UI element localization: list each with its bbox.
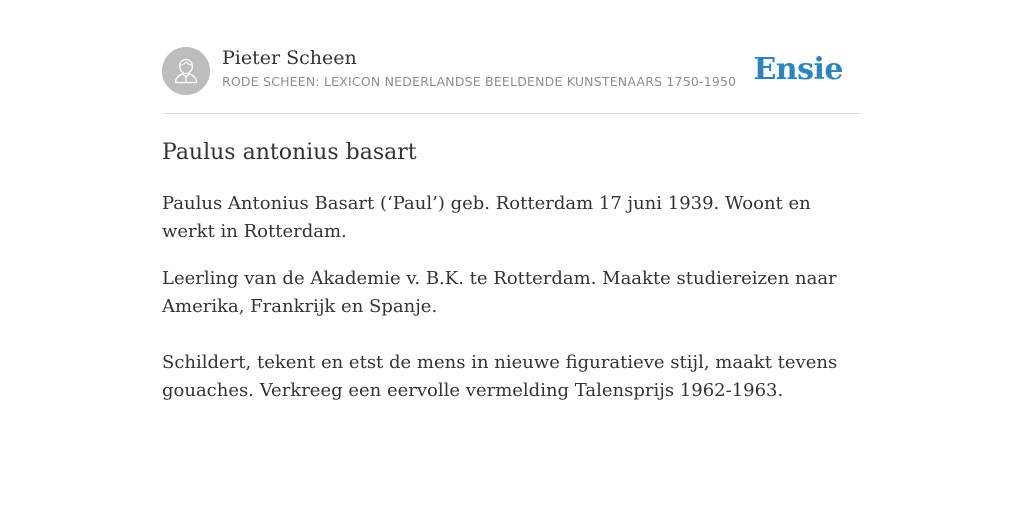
- author-name[interactable]: Pieter Scheen: [222, 47, 357, 69]
- brand-logo[interactable]: Ensie: [753, 52, 843, 87]
- article-paragraph: Schildert, tekent en etst de mens in nieuwe figuratieve stijl, maakt tevens gouaches. Verkreeg een eervolle vermelding Talensprijs 1962-1963.: [162, 352, 838, 401]
- user-avatar-icon[interactable]: [162, 47, 210, 95]
- source-name[interactable]: RODE SCHEEN: LEXICON NEDERLANDSE BEELDENDE KUNSTENAARS 1750-1950: [222, 74, 737, 89]
- article-paragraph: Paulus Antonius Basart (‘Paul’) geb. Rotterdam 17 juni 1939. Woont en werkt in Rotterdam.: [162, 193, 811, 242]
- article-header: [162, 46, 862, 114]
- article-card: [162, 46, 862, 401]
- article-title: Paulus antonius basart: [162, 140, 417, 165]
- user-silhouette-icon: [162, 47, 210, 95]
- article-paragraph: Leerling van de Akademie v. B.K. te Rotterdam. Maakte studiereizen naar Amerika, Frankrijk en Spanje.: [162, 268, 837, 317]
